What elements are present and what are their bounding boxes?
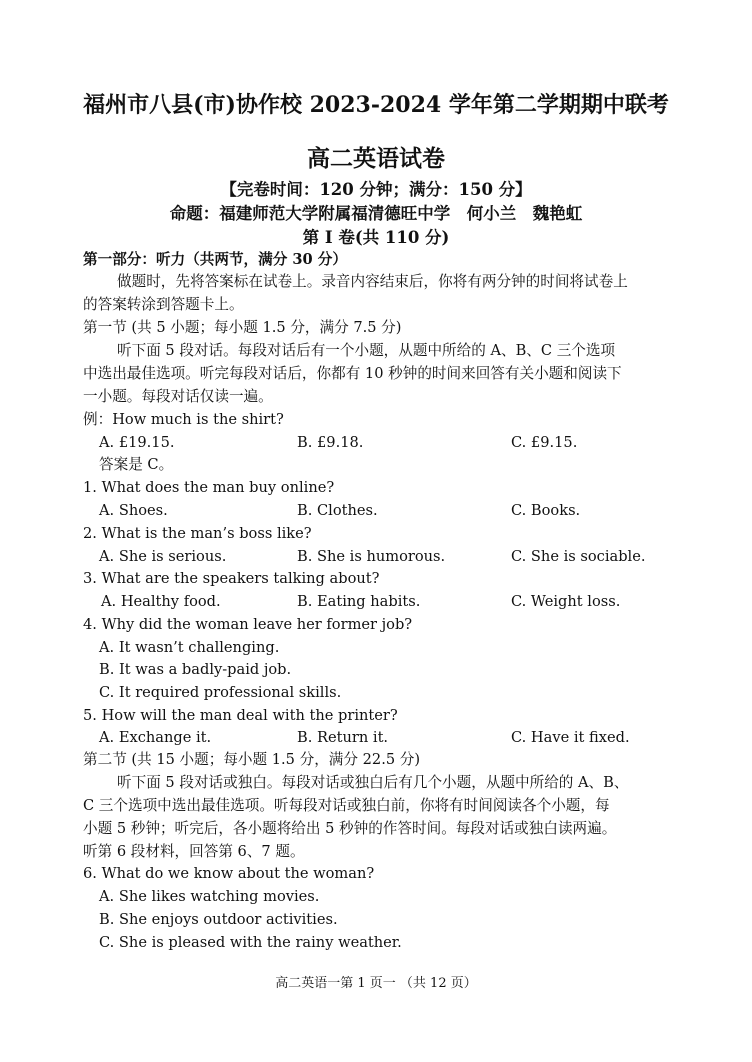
exam-subtitle: 高二英语试卷 xyxy=(307,145,445,172)
section2-instruction-line: 听第 6 段材料，回答第 6、7 题。 xyxy=(83,843,305,860)
page-footer: 高二英语一第 1 页一 （共 12 页） xyxy=(275,976,477,991)
q4-option-c: C. It required professional skills. xyxy=(99,684,342,701)
section1-instruction-line: 听下面 5 段对话。每段对话后有一个小题，从题中所给的 A、B、C 三个选项 xyxy=(117,342,616,359)
example-answer: 答案是 C。 xyxy=(99,456,174,473)
q2-option-c: C. She is sociable. xyxy=(511,548,646,565)
q4-option-b: B. It was a badly-paid job. xyxy=(99,661,292,678)
section2-instruction-line: 小题 5 秒钟；听完后，各小题将给出 5 秒钟的作答时间。每段对话或独白读两遍。 xyxy=(83,820,617,837)
question-1: 1. What does the man buy online? xyxy=(83,479,335,496)
q3-option-b: B. Eating habits. xyxy=(297,593,421,610)
q6-option-a: A. She likes watching movies. xyxy=(99,888,320,905)
volume-heading: 第 I 卷(共 110 分) xyxy=(302,228,450,247)
q4-option-a: A. It wasn’t challenging. xyxy=(99,639,280,656)
section2-instruction-line: 听下面 5 段对话或独白。每段对话或独白后有几个小题，从题中所给的 A、B、 xyxy=(117,774,629,791)
example-option-a: A. £19.15. xyxy=(99,434,175,451)
example-option-b: B. £9.18. xyxy=(297,434,364,451)
section2-heading: 第二节 (共 15 小题；每小题 1.5 分，满分 22.5 分) xyxy=(83,751,421,768)
part1-instruction-line: 的答案转涂到答题卡上。 xyxy=(83,296,244,313)
question-2: 2. What is the man’s boss like? xyxy=(83,525,312,542)
section1-instruction-line: 中选出最佳选项。听完每段对话后，你都有 10 秒钟的时间来回答有关小题和阅读下 xyxy=(83,365,622,382)
q3-option-a: A. Healthy food. xyxy=(101,593,221,610)
section1-instruction-line: 一小题。每段对话仅读一遍。 xyxy=(83,388,273,405)
q2-option-b: B. She is humorous. xyxy=(297,548,446,565)
section1-heading: 第一节 (共 5 小题；每小题 1.5 分，满分 7.5 分) xyxy=(83,319,402,336)
q5-option-b: B. Return it. xyxy=(297,729,389,746)
question-4: 4. Why did the woman leave her former job? xyxy=(83,616,413,633)
q6-option-b: B. She enjoys outdoor activities. xyxy=(99,911,338,928)
question-3: 3. What are the speakers talking about? xyxy=(83,570,380,587)
q5-option-a: A. Exchange it. xyxy=(99,729,212,746)
example-option-c: C. £9.15. xyxy=(511,434,578,451)
q5-option-c: C. Have it fixed. xyxy=(511,729,630,746)
time-score-note: 【完卷时间：120 分钟；满分：150 分】 xyxy=(220,180,532,199)
example-question: 例：How much is the shirt? xyxy=(83,411,284,428)
q1-option-c: C. Books. xyxy=(511,502,581,519)
q2-option-a: A. She is serious. xyxy=(99,548,227,565)
section2-instruction-line: C 三个选项中选出最佳选项。听每段对话或独白前，你将有时间阅读各个小题，每 xyxy=(83,797,610,814)
authors-line: 命题：福建师范大学附属福清德旺中学 何小兰 魏艳虹 xyxy=(169,204,583,223)
question-6: 6. What do we know about the woman? xyxy=(83,865,375,882)
q6-option-c: C. She is pleased with the rainy weather. xyxy=(99,934,402,951)
q3-option-c: C. Weight loss. xyxy=(511,593,621,610)
part1-heading: 第一部分：听力（共两节，满分 30 分） xyxy=(83,251,347,268)
part1-instruction-line: 做题时，先将答案标在试卷上。录音内容结束后，你将有两分钟的时间将试卷上 xyxy=(117,273,628,290)
q1-option-a: A. Shoes. xyxy=(99,502,168,519)
exam-title: 福州市八县(市)协作校 2023-2024 学年第二学期期中联考 xyxy=(83,92,669,118)
q1-option-b: B. Clothes. xyxy=(297,502,378,519)
question-5: 5. How will the man deal with the printer? xyxy=(83,707,398,724)
